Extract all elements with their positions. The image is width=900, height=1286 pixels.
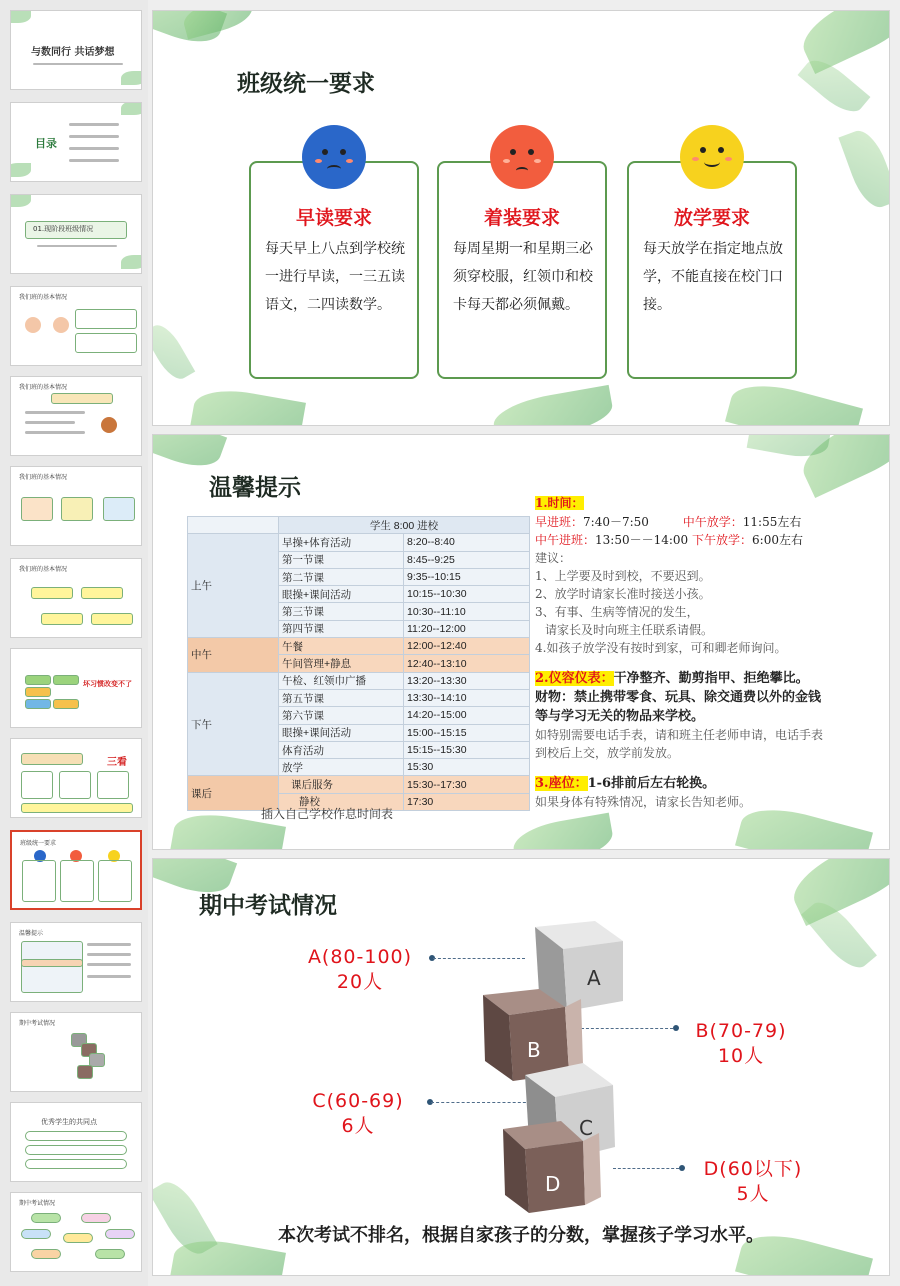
tip-advice: 建议： [535,551,572,565]
schedule-time: 10:15--10:30 [404,586,530,603]
schedule-item: 午检、红领巾广播 [279,672,404,689]
tip-watch-1: 如特别需要电话手表，请和班主任老师申请，电话手表 [535,728,824,742]
thumbnail-title: 我们班的基本情况 [19,566,68,573]
slide-thumbnail-8[interactable] [10,648,142,728]
slide-thumbnail-13[interactable] [10,1102,142,1182]
schedule-time: 15:15--15:30 [404,741,530,758]
schedule-time: 14:20--15:00 [404,707,530,724]
thumbnail-title: 我们班的基本情况 [19,474,68,481]
schedule-header: 学生 8:00 进校 [279,517,530,534]
slide-title: 期中考试情况 [199,892,337,919]
cube-letter: D [545,1172,561,1196]
card-dismissal [627,161,797,379]
period-noon: 中午 [188,638,279,673]
tip-morning-in: 早进班：7:40－7:50 中午放学：11:55左右 [535,515,802,529]
smiley-face-icon [680,125,744,189]
schedule-item: 早操+体育活动 [279,534,404,551]
slide-thumbnail-9[interactable] [10,738,142,818]
schedule-item: 午餐 [279,638,404,655]
schedule-time: 9:35--10:15 [404,568,530,585]
schedule-item: 第四节课 [279,620,404,637]
card-dress-code [437,161,607,379]
tip-seat: 3.座位：1-6排前后左右轮换。 [535,776,716,791]
schedule-time: 15:30 [404,759,530,776]
tip-advice-1: 1、上学要及时到校，不要迟到。 [535,569,711,583]
slide-thumbnail-14[interactable] [10,1192,142,1272]
schedule-item: 课后服务 [279,776,404,793]
tip-watch-2: 到校后上交，放学前发放。 [535,746,680,760]
schedule-item: 第三节课 [279,603,404,620]
thumbnail-title: 三看 [107,757,127,768]
schedule-item: 午间管理+静息 [279,655,404,672]
schedule-time: 8:20--8:40 [404,534,530,551]
schedule-item: 第五节课 [279,689,404,706]
thumbnail-title: 01.现阶段班级情况 [33,225,94,233]
slide-thumbnail-4[interactable] [10,286,142,366]
tip-property-2: 等与学习无关的物品来学校。 [535,709,705,724]
schedule-item: 眼操+课间活动 [279,724,404,741]
schedule-item: 第六节课 [279,707,404,724]
thumbnail-title: 与数同行 共话梦想 [31,47,115,58]
slide-midterm-results [152,858,890,1276]
thumbnail-title: 目录 [35,137,57,150]
slide-class-requirements [152,10,890,426]
card-title: 着装要求 [483,207,560,229]
tip-appearance: 2.仪容仪表：干净整齐、勤剪指甲、拒绝攀比。 [535,671,809,686]
schedule-item: 放学 [279,759,404,776]
slide-title: 班级统一要求 [237,70,375,97]
tip-property-1: 财物：禁止携带零食、玩具、除交通费以外的金钱 [535,690,822,705]
schedule-time: 15:30--17:30 [404,776,530,793]
card-body: 每天放学在指定地点放学，不能直接在校门口接。 [643,241,783,313]
schedule-item: 眼操+课间活动 [279,586,404,603]
tip-seat-note: 如果身体有特殊情况，请家长告知老师。 [535,795,752,809]
schedule-time: 12:00--12:40 [404,638,530,655]
tip-noon-in: 中午进班：13:50－－14:00 下午放学：6:00左右 [535,533,803,547]
period-after-school: 课后 [188,776,279,811]
cube-letter: C [579,1116,593,1140]
slide-thumbnail-11[interactable] [10,922,142,1002]
schedule-time: 11:20--12:00 [404,620,530,637]
schedule-item: 静校 [279,793,404,810]
tip-advice-3: 3、有事、生病等情况的发生， [535,605,699,619]
thumbnail-title: 坏习惯改变不了 [83,680,132,688]
slide-thumbnail-5[interactable] [10,376,142,456]
card-morning-reading [249,161,419,379]
cube-letter: B [527,1038,541,1062]
schedule-item: 第二节课 [279,568,404,585]
thumbnail-title: 我们班的基本情况 [19,294,68,301]
slide-title: 温馨提示 [209,474,301,501]
grade-a-label: A(80-100) 20人 [307,946,413,993]
schedule-time: 12:40--13:10 [404,655,530,672]
slide-thumbnail-2[interactable] [10,102,142,182]
sad-face-icon [302,125,366,189]
grade-b-label: B(70-79) 10人 [695,1020,787,1067]
schedule-item: 体育活动 [279,741,404,758]
thumbnail-title: 优秀学生的共同点 [41,1118,97,1126]
schedule-item: 第一节课 [279,551,404,568]
grade-c-label: C(60-69) 6人 [312,1090,404,1137]
card-title: 早读要求 [295,207,372,229]
slide-thumbnail-3[interactable] [10,194,142,274]
thumbnail-title: 期中考试情况 [19,1020,56,1027]
slide-thumbnail-7[interactable] [10,558,142,638]
tip-advice-2: 2、放学时请家长准时接送小孩。 [535,587,711,601]
schedule-time: 15:00--15:15 [404,724,530,741]
tip-advice-3b: 请家长及时向班主任联系请假。 [545,623,714,637]
slide-thumbnail-1[interactable] [10,10,142,90]
card-body: 每周星期一和星期三必须穿校服，红领巾和校卡每天都必须佩戴。 [453,241,593,313]
slide-thumbnail-6[interactable] [10,466,142,546]
grade-d-label: D(60以下) 5人 [703,1158,803,1205]
thumbnail-title: 我们班的基本情况 [19,384,68,391]
thumbnail-title: 班级统一要求 [20,840,57,847]
schedule-time: 10:30--11:10 [404,603,530,620]
schedule-time: 13:30--14:10 [404,689,530,706]
tip-advice-4: 4.如孩子放学没有按时到家，可和卿老师询问。 [535,641,787,655]
thumbnail-title: 期中考试情况 [19,1200,56,1207]
tip-time-heading: 1.时间： [535,496,584,510]
table-caption: 插入自己学校作息时间表 [261,807,394,821]
card-title: 放学要求 [673,207,750,229]
slide-thumbnail-12[interactable] [10,1012,142,1092]
slide-thumbnail-10[interactable] [10,830,142,910]
worried-face-icon [490,125,554,189]
card-body: 每天早上八点到学校统一进行早读，一三五读语文，二四读数学。 [265,241,405,313]
schedule-time: 13:20--13:30 [404,672,530,689]
schedule-time: 8:45--9:25 [404,551,530,568]
exam-note: 本次考试不排名，根据自家孩子的分数，掌握孩子学习水平。 [278,1225,764,1246]
slide-reminders [152,434,890,850]
schedule-time: 17:30 [404,793,530,810]
grade-cubes-illustration [473,915,653,1215]
period-morning: 上午 [188,534,279,638]
thumbnail-title: 温馨提示 [19,930,44,937]
slide-thumbnail-panel [0,0,148,1286]
schedule-table [187,516,530,811]
period-afternoon: 下午 [188,672,279,776]
cube-letter: A [587,966,601,990]
